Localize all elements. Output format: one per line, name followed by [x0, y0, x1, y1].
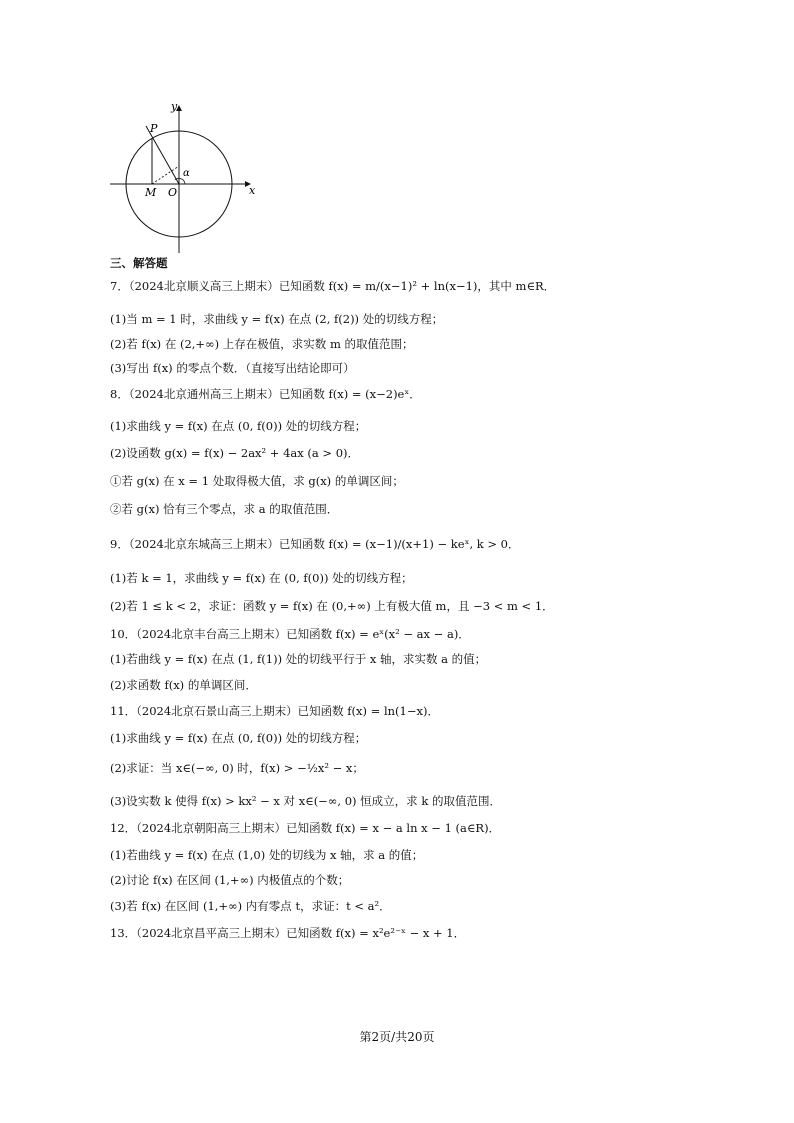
problem-7-stem: 7．（2024北京顺义高三上期末）已知函数 f(x) = m/(x−1)² + ln(x−1)，其中 m∈R． — [110, 279, 556, 293]
problem-13-stem: 13．（2024北京昌平高三上期末）已知函数 f(x) = x²e²⁻ˣ − x + 1． — [110, 926, 466, 940]
section-heading: 三、解答题 — [110, 256, 168, 270]
problem-10-part-1: (1)若曲线 y = f(x) 在点 (1, f(1)) 处的切线平行于 x 轴，求实数 a 的值； — [110, 652, 487, 666]
y-label: y — [171, 100, 178, 113]
problem-12-part-1: (1)若曲线 y = f(x) 在点 (1,0) 处的切线为 x 轴，求 a 的值； — [110, 848, 424, 862]
problem-12-part-2: (2)讨论 f(x) 在区间 (1,+∞) 内极值点的个数； — [110, 873, 350, 887]
problem-12-part-3: (3)若 f(x) 在区间 (1,+∞) 内有零点 t，求证：t < a²． — [110, 899, 391, 913]
problem-8-sub-2: ②若 g(x) 恰有三个零点，求 a 的取值范围． — [110, 502, 339, 516]
problem-7-part-3: (3)写出 f(x) 的零点个数．（直接写出结论即可） — [110, 361, 355, 375]
alpha-label: α — [183, 168, 190, 179]
problem-9-stem: 9．（2024北京东城高三上期末）已知函数 f(x) = (x−1)/(x+1) − keˣ, k > 0． — [110, 537, 520, 551]
problem-8-stem: 8．（2024北京通州高三上期末）已知函数 f(x) = (x−2)eˣ． — [110, 387, 421, 401]
problem-7-part-2: (2)若 f(x) 在 (2,+∞) 上存在极值，求实数 m 的取值范围； — [110, 337, 414, 351]
o-label: O — [168, 186, 178, 199]
page-footer: 第2页/共20页 — [359, 1030, 435, 1044]
problem-10-stem: 10．（2024北京丰台高三上期末）已知函数 f(x) = eˣ(x² − ax − a)． — [110, 627, 470, 641]
angle-arc — [175, 178, 185, 184]
problem-11-part-3: (3)设实数 k 使得 f(x) > kx² − x 对 x∈(−∞, 0) 恒成立，求 k 的取值范围． — [110, 794, 501, 808]
unit-circle-figure — [108, 98, 268, 258]
segment-mo-dashed — [152, 166, 179, 184]
problem-8-part-2: (2)设函数 g(x) = f(x) − 2ax² + 4ax (a > 0)． — [110, 446, 359, 460]
problem-11-stem: 11．（2024北京石景山高三上期末）已知函数 f(x) = ln(1−x)． — [110, 704, 439, 718]
problem-8-part-1: (1)求曲线 y = f(x) 在点 (0, f(0)) 处的切线方程； — [110, 419, 367, 433]
problem-11-part-1: (1)求曲线 y = f(x) 在点 (0, f(0)) 处的切线方程； — [110, 731, 367, 745]
p-label: P — [150, 122, 158, 135]
problem-7-part-1: (1)当 m = 1 时，求曲线 y = f(x) 在点 (2, f(2)) 处的切线方程； — [110, 312, 444, 326]
problem-9-part-2: (2)若 1 ≤ k < 2，求证：函数 y = f(x) 在 (0,+∞) 上有极大值 m，且 −3 < m < 1． — [110, 599, 554, 613]
problem-11-part-2: (2)求证：当 x∈(−∞, 0) 时，f(x) > −½x² − x； — [110, 761, 364, 775]
problem-9-part-1: (1)若 k = 1，求曲线 y = f(x) 在 (0, f(0)) 处的切线方程； — [110, 571, 413, 585]
problem-10-part-2: (2)求函数 f(x) 的单调区间． — [110, 678, 257, 692]
x-label: x — [249, 184, 256, 197]
problem-8-sub-1: ①若 g(x) 在 x = 1 处取得极大值，求 g(x) 的单调区间； — [110, 474, 404, 488]
m-label: M — [145, 186, 157, 199]
problem-12-stem: 12．（2024北京朝阳高三上期末）已知函数 f(x) = x − a ln x − 1 (a∈R)． — [110, 821, 501, 835]
